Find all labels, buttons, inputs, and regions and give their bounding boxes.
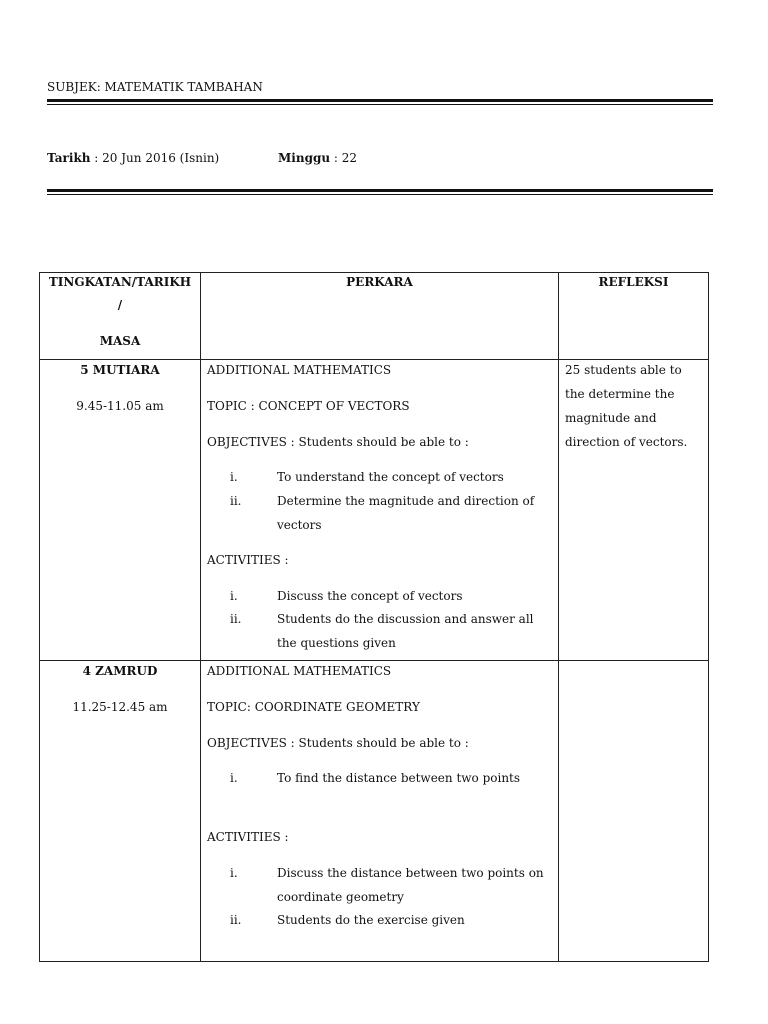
header-rule-bottom-thin [47, 194, 713, 195]
row1-obj2-text: Determine the magnitude and direction of [277, 494, 535, 508]
row1-perkara-cell [201, 360, 559, 661]
week-value: : 22 [330, 151, 358, 165]
header-rule-top [47, 99, 713, 102]
date-line [47, 152, 219, 164]
week-line [278, 152, 357, 164]
row1-act1-text: Discuss the concept of vectors [277, 589, 463, 603]
header-cell-class-date-time [40, 273, 201, 360]
row1-obj1-num: i. [230, 470, 238, 484]
table-header-row [40, 273, 709, 360]
row2-class-cell [40, 661, 201, 962]
header-cell-perkara [201, 273, 559, 360]
header-rule-bottom [47, 189, 713, 192]
row1-obj2-num: ii. [230, 494, 242, 508]
table-row [40, 661, 709, 962]
row1-topic: TOPIC : CONCEPT OF VECTORS [207, 399, 410, 413]
row2-objectives: OBJECTIVES : Students should be able to : [207, 736, 469, 750]
table-row [40, 360, 709, 661]
row2-act2-num: ii. [230, 913, 242, 927]
date-value: : 20 Jun 2016 (Isnin) [90, 151, 220, 165]
header-col3: REFLEKSI [598, 275, 669, 289]
row1-class-cell [40, 360, 201, 661]
row2-obj1-text: To find the distance between two points [277, 771, 521, 785]
header-col1-line2: / [117, 298, 123, 312]
row1-reflection-line3: magnitude and [565, 411, 657, 425]
row2-class: 4 ZAMRUD [82, 664, 158, 678]
row2-obj1-num: i. [230, 771, 238, 785]
row1-act2-num: ii. [230, 612, 242, 626]
header-rule-top-thin [47, 104, 713, 105]
row2-time: 11.25-12.45 am [72, 700, 168, 714]
row1-objectives: OBJECTIVES : Students should be able to : [207, 435, 469, 449]
row1-time: 9.45-11.05 am [76, 399, 164, 413]
row2-act1-text: Discuss the distance between two points on [277, 866, 544, 880]
header-col1-line3: MASA [99, 334, 141, 348]
row1-act2-text: Students do the discussion and answer all [277, 612, 534, 626]
row1-reflection-line4: direction of vectors. [565, 435, 688, 449]
row2-refleksi-cell [559, 661, 709, 962]
row2-act1-num: i. [230, 866, 238, 880]
subject-heading: SUBJEK: MATEMATIK TAMBAHAN [47, 80, 263, 94]
row1-act1-num: i. [230, 589, 238, 603]
row1-obj2-text-cont: vectors [277, 518, 322, 532]
row1-obj1-text: To understand the concept of vectors [277, 470, 504, 484]
lesson-table [39, 272, 709, 962]
header-col2: PERKARA [346, 275, 413, 289]
row2-topic: TOPIC: COORDINATE GEOMETRY [207, 700, 420, 714]
row1-act2-text-cont: the questions given [277, 636, 396, 650]
row1-reflection-line2: the determine the [565, 387, 675, 401]
row1-activities: ACTIVITIES : [207, 553, 289, 567]
date-label: Tarikh [47, 151, 91, 165]
header-cell-refleksi [559, 273, 709, 360]
row2-perkara-cell [201, 661, 559, 962]
row2-activities: ACTIVITIES : [207, 830, 289, 844]
row1-class: 5 MUTIARA [80, 363, 160, 377]
week-label: Minggu [278, 151, 331, 165]
row2-subject: ADDITIONAL MATHEMATICS [207, 664, 392, 678]
row1-reflection-line1: 25 students able to [565, 363, 682, 377]
row1-subject: ADDITIONAL MATHEMATICS [207, 363, 392, 377]
row2-act1-text-cont: coordinate geometry [277, 890, 404, 904]
header-col1-line1: TINGKATAN/TARIKH [48, 275, 192, 289]
row1-refleksi-cell [559, 360, 709, 661]
row2-act2-text: Students do the exercise given [277, 913, 465, 927]
